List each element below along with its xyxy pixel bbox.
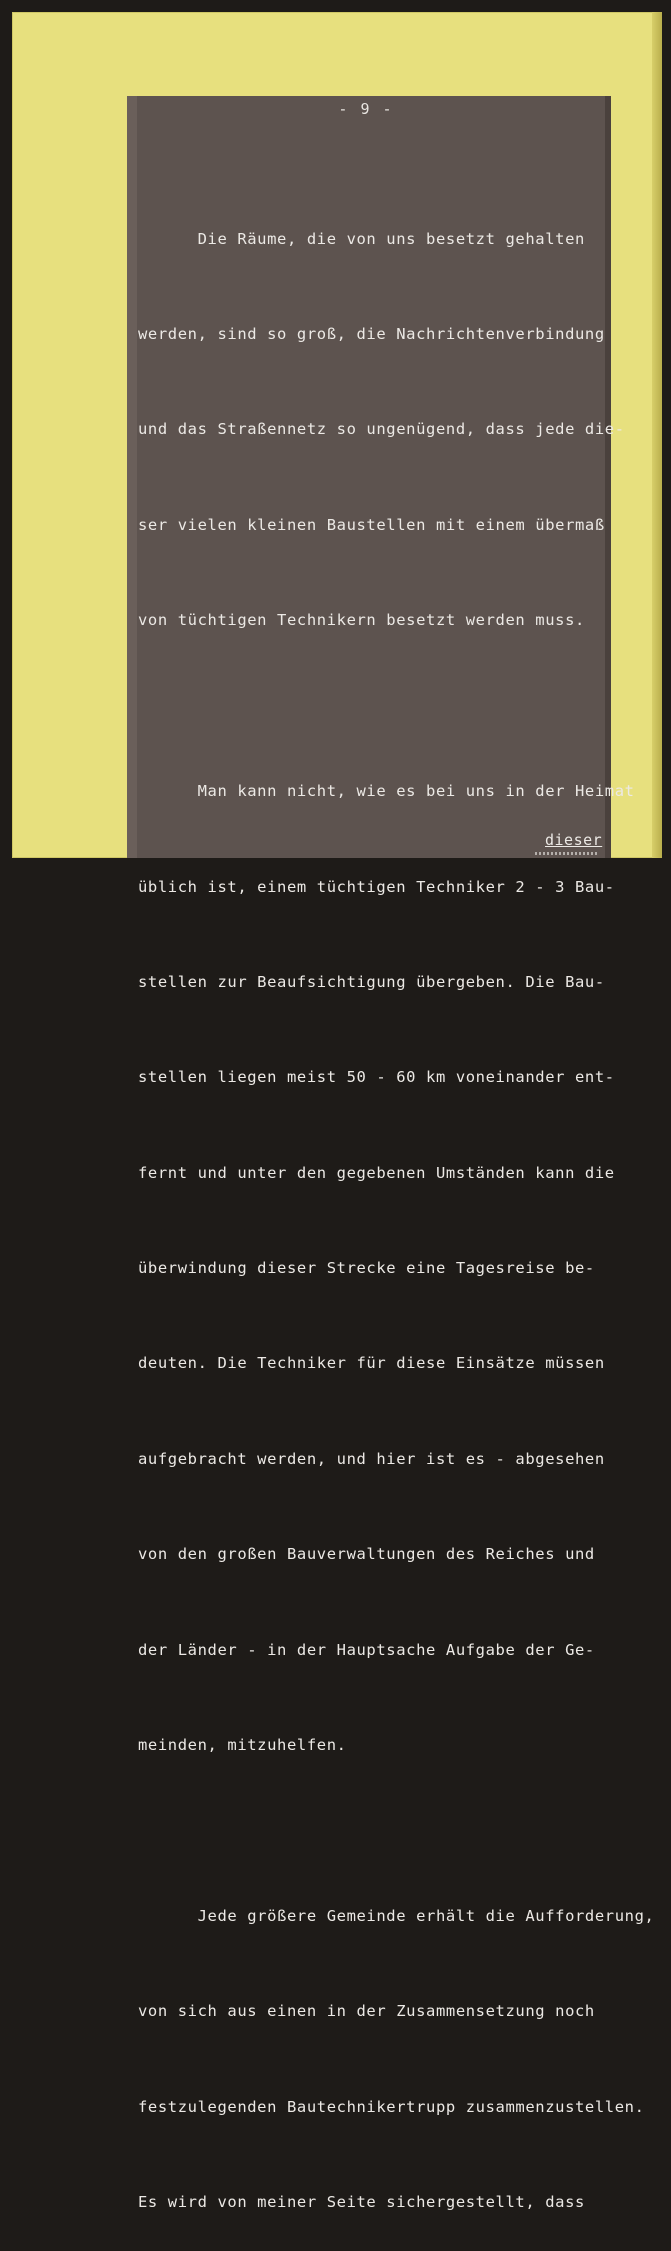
text-line: von den großen Bauverwaltungen des Reiches und [138, 1545, 595, 1564]
text-line: von tüchtigen Technikern besetzt werden muss. [138, 611, 585, 630]
text-line: fernt und unter den gegebenen Umständen kann die [138, 1163, 615, 1182]
text-line: werden, sind so groß, die Nachrichtenverbindung [138, 324, 605, 343]
text-line: festzulegenden Bautechnikertrupp zusammenzustellen. [138, 2097, 645, 2116]
text-line: üblich ist, einem tüchtigen Techniker 2 - 3 Bau- [138, 877, 615, 896]
text-line: Man kann nicht, wie es bei uns in der Heimat [138, 782, 635, 801]
text-line: und das Straßennetz so ungenügend, dass jede die- [138, 420, 625, 439]
text-line: aufgebracht werden, und hier ist es - abgesehen [138, 1449, 605, 1468]
tiny-stamp-mark [535, 852, 597, 855]
text-line: überwindung dieser Strecke eine Tagesreise be- [138, 1259, 595, 1278]
text-line: stellen liegen meist 50 - 60 km voneinander ent- [138, 1068, 615, 1087]
text-line: von sich aus einen in der Zusammensetzung noch [138, 2002, 595, 2021]
text-line: Jede größere Gemeinde erhält die Aufforderung, [138, 1907, 655, 1926]
text-line: meinden, mitzuhelfen. [138, 1736, 347, 1755]
text-line: Es wird von meiner Seite sichergestellt, dass [138, 2193, 585, 2212]
page-number: - 9 - [338, 100, 394, 118]
typed-text-body [138, 160, 655, 2251]
text-line: stellen zur Beaufsichtigung übergeben. Die Bau- [138, 972, 605, 991]
text-line: deuten. Die Techniker für diese Einsätze müssen [138, 1354, 605, 1373]
text-line: Die Räume, die von uns besetzt gehalten [138, 229, 585, 248]
paragraph-gap [138, 1825, 638, 1837]
text-line: der Länder - in der Hauptsache Aufgabe der Ge- [138, 1640, 595, 1659]
catchword: dieser [545, 831, 603, 849]
page-edge-strip [127, 96, 137, 858]
paragraph-gap [138, 701, 638, 713]
text-line: ser vielen kleinen Baustellen mit einem übermaß [138, 515, 605, 534]
